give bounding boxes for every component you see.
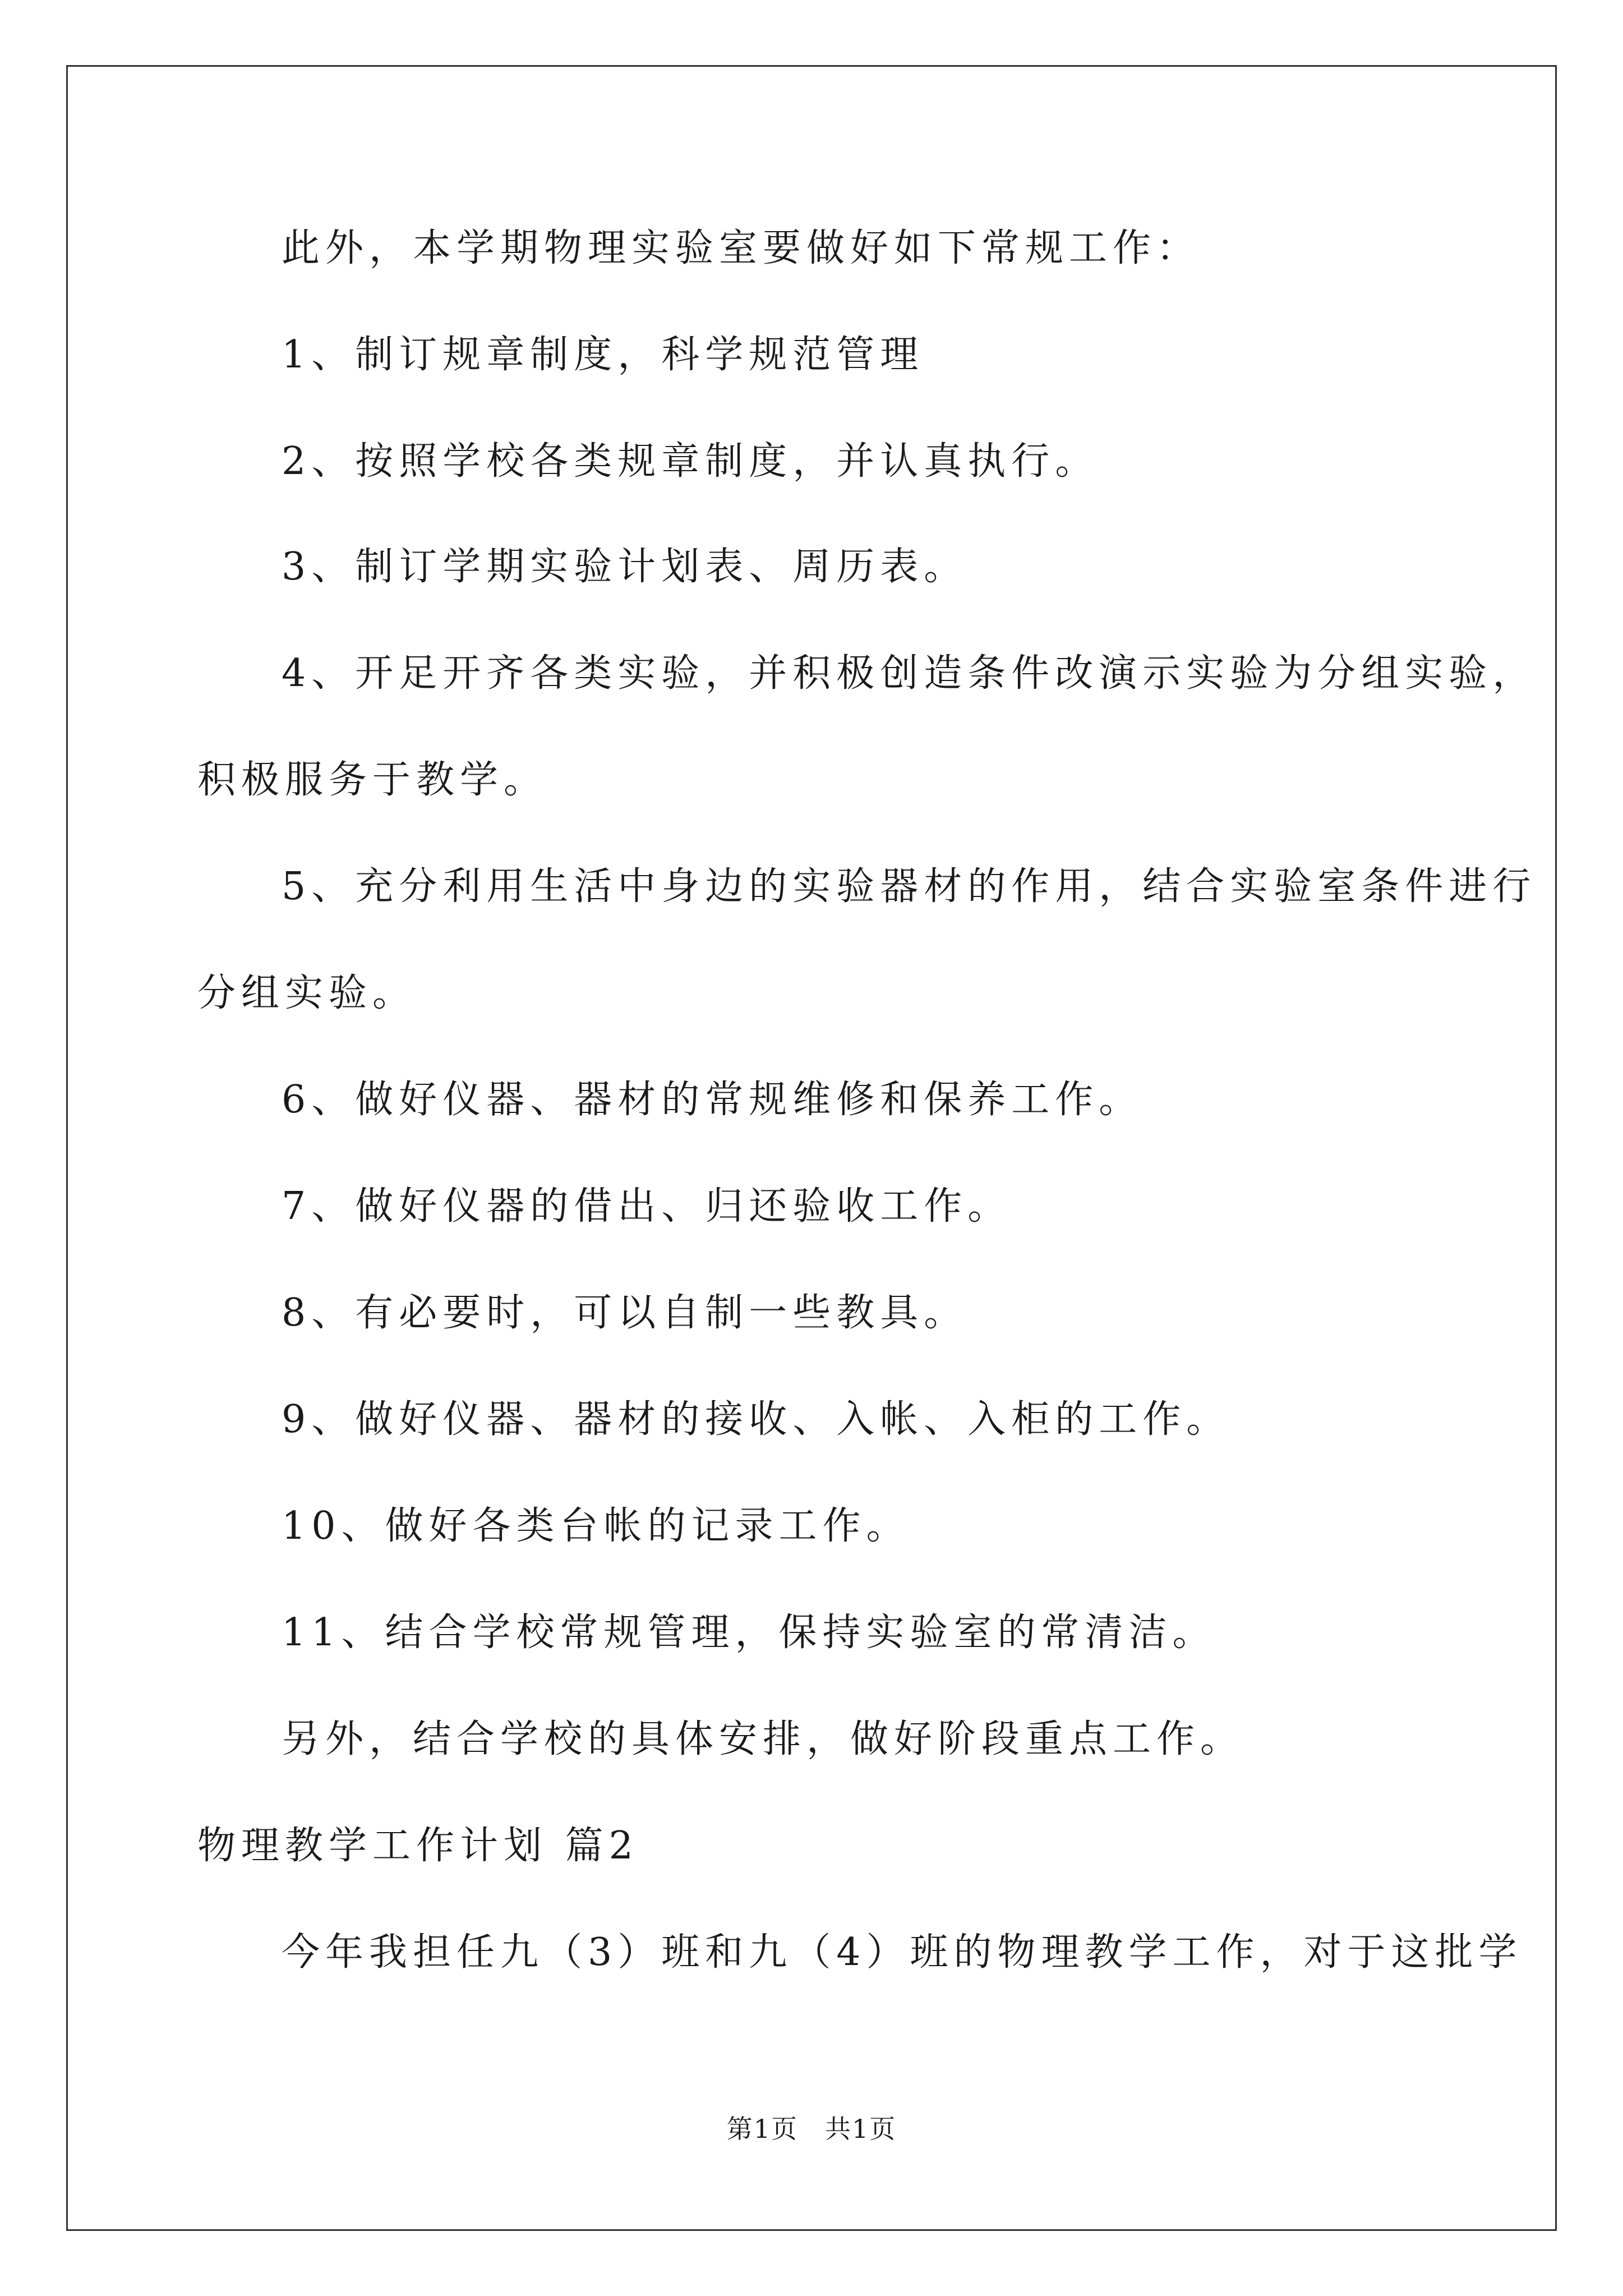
list-item-5-line-1: 5、充分利用生活中身边的实验器材的作用，结合实验室条件进行 xyxy=(282,864,1537,909)
page-footer xyxy=(0,2113,1623,2145)
section-heading: 物理教学工作计划 篇2 xyxy=(197,1824,639,1868)
page-border xyxy=(66,65,1557,2231)
list-item-4-line-2: 积极服务于教学。 xyxy=(197,758,548,802)
list-item-11: 11、结合学校常规管理，保持实验室的常清洁。 xyxy=(282,1611,1216,1655)
list-item-4-line-1: 4、开足开齐各类实验，并积极创造条件改演示实验为分组实验， xyxy=(282,651,1537,696)
list-item-9: 9、做好仪器、器材的接收、入帐、入柜的工作。 xyxy=(282,1397,1230,1442)
list-item-1: 1、制订规章制度，科学规范管理 xyxy=(282,333,924,377)
section-intro-paragraph: 今年我担任九（3）班和九（4）班的物理教学工作，对于这批学 xyxy=(282,1930,1523,1975)
list-item-5-line-2: 分组实验。 xyxy=(197,971,417,1015)
intro-paragraph: 此外，本学期物理实验室要做好如下常规工作： xyxy=(282,226,1201,270)
list-item-8: 8、有必要时，可以自制一些教具。 xyxy=(282,1291,968,1335)
list-item-10: 10、做好各类台帐的记录工作。 xyxy=(282,1504,910,1548)
list-item-2: 2、按照学校各类规章制度，并认真执行。 xyxy=(282,439,1099,484)
list-item-7: 7、做好仪器的借出、归还验收工作。 xyxy=(282,1184,1012,1228)
closing-paragraph: 另外，结合学校的具体安排，做好阶段重点工作。 xyxy=(282,1717,1244,1761)
total-pages-label: 共1页 xyxy=(825,2114,897,2144)
page-number-label: 第1页 xyxy=(726,2114,798,2144)
list-item-3: 3、制订学期实验计划表、周历表。 xyxy=(282,545,968,589)
list-item-6: 6、做好仪器、器材的常规维修和保养工作。 xyxy=(282,1078,1143,1122)
